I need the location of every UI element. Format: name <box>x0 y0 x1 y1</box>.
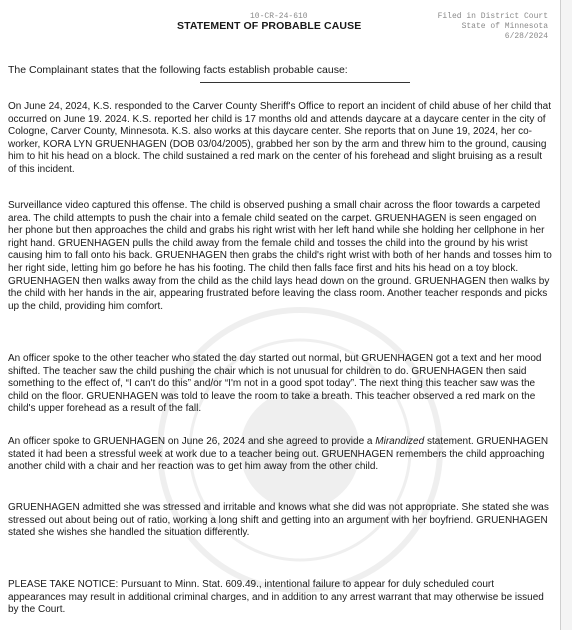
paragraph-suspect-statement <box>8 436 553 474</box>
case-number: 10-CR-24-610 <box>250 12 308 21</box>
filed-stamp <box>438 12 548 42</box>
filed-date: 6/28/2024 <box>504 32 548 41</box>
filed-line: State of Minnesota <box>461 22 548 31</box>
paragraph-report: On June 24, 2024, K.S. responded to the Carver County Sheriff's Office to report an incident of child abuse of her child that occurred on June 19. 2024. K.S. reported her child is 17 months old and attends daycare at a daycare center in the city of Cologne, Carver County, Minnesota. K.S. also works at this daycare center. She reports that on June 19, 2024, her co-worker, KORA LYN GRUENHAGEN (DOB 03/04/2005), grabbed her son by the arm and threw him to the ground, causing him to hit his head on a block. The child sustained a red mark on the center of his forehead and slight bruising as a result of this incident. <box>8 101 551 175</box>
statement-text: An officer spoke to GRUENHAGEN on June 26, 2024 and she agreed to provide a <box>8 436 376 447</box>
divider-line <box>200 82 410 83</box>
intro-statement: The Complainant states that the following facts establish probable cause: <box>8 64 348 76</box>
statement-italic: Mirandized <box>375 436 425 447</box>
notice-paragraph: PLEASE TAKE NOTICE: Pursuant to Minn. Stat. 609.49., intentional failure to appear for duly scheduled court appearances may result in additional criminal charges, and in addition to any arrest warrant that may otherwise be issued by the Court. <box>8 579 544 616</box>
paragraph-admission: GRUENHAGEN admitted she was stressed and irritable and knows what she did was not appropriate. She stated she was stressed out about being out of ratio, working a long shift and getting into an argument with her boyfriend. GRUENHAGEN stated she wishes she handled the situation differently. <box>8 502 549 539</box>
paragraph-teacher-statement: An officer spoke to the other teacher who stated the day started out normal, but GRUENHAGEN got a text and her mood shifted. The teacher saw the child pushing the chair which is not unusual for children to do. GRUENHAGEN then said something to the effect of, “I can't do this” and/or “I'm not in a good spot today”. The next thing this teacher saw was the child on the floor. GRUENHAGEN was told to leave the room to take a breath. This teacher observed a red mark on the child's upper forehead as a result of the fall. <box>8 353 542 415</box>
filed-line: Filed in District Court <box>437 12 548 21</box>
document-title: STATEMENT OF PROBABLE CAUSE <box>177 20 362 32</box>
paragraph-surveillance: Surveillance video captured this offense. The child is observed pushing a small chair across the floor towards a carpeted area. The child attempts to push the chair into a female child seated on the carpet. GRUENHAGEN is seen engaged on her phone but then approaches the child and grabs his right wrist with her left hand while she holding her cellphone in her right hand. GRUENHAGEN pulls the child away from the female child and tosses the child into the ground by his wrist causing him to fall onto his back. GRUENHAGEN then grabs the child's right wrist with both of her hands and tosses him to her right side, letting him go before he has his footing. The child then falls face first and hits his head on a toy block. GRUENHAGEN then walks away from the child as the child lays head down on the ground. GRUENHAGEN then walks by the child with her hands in the air, appearing frustrated before leaving the class room. Another teacher responds and picks up the child, providing him comfort. <box>8 200 552 312</box>
statement-text: statement. GRUENHAGEN stated it had been a stressful week at work due to a teacher being out. GRUENHAGEN remembers the child approaching another child with a chair and her reaction was to get him away from the other child. <box>8 436 549 473</box>
